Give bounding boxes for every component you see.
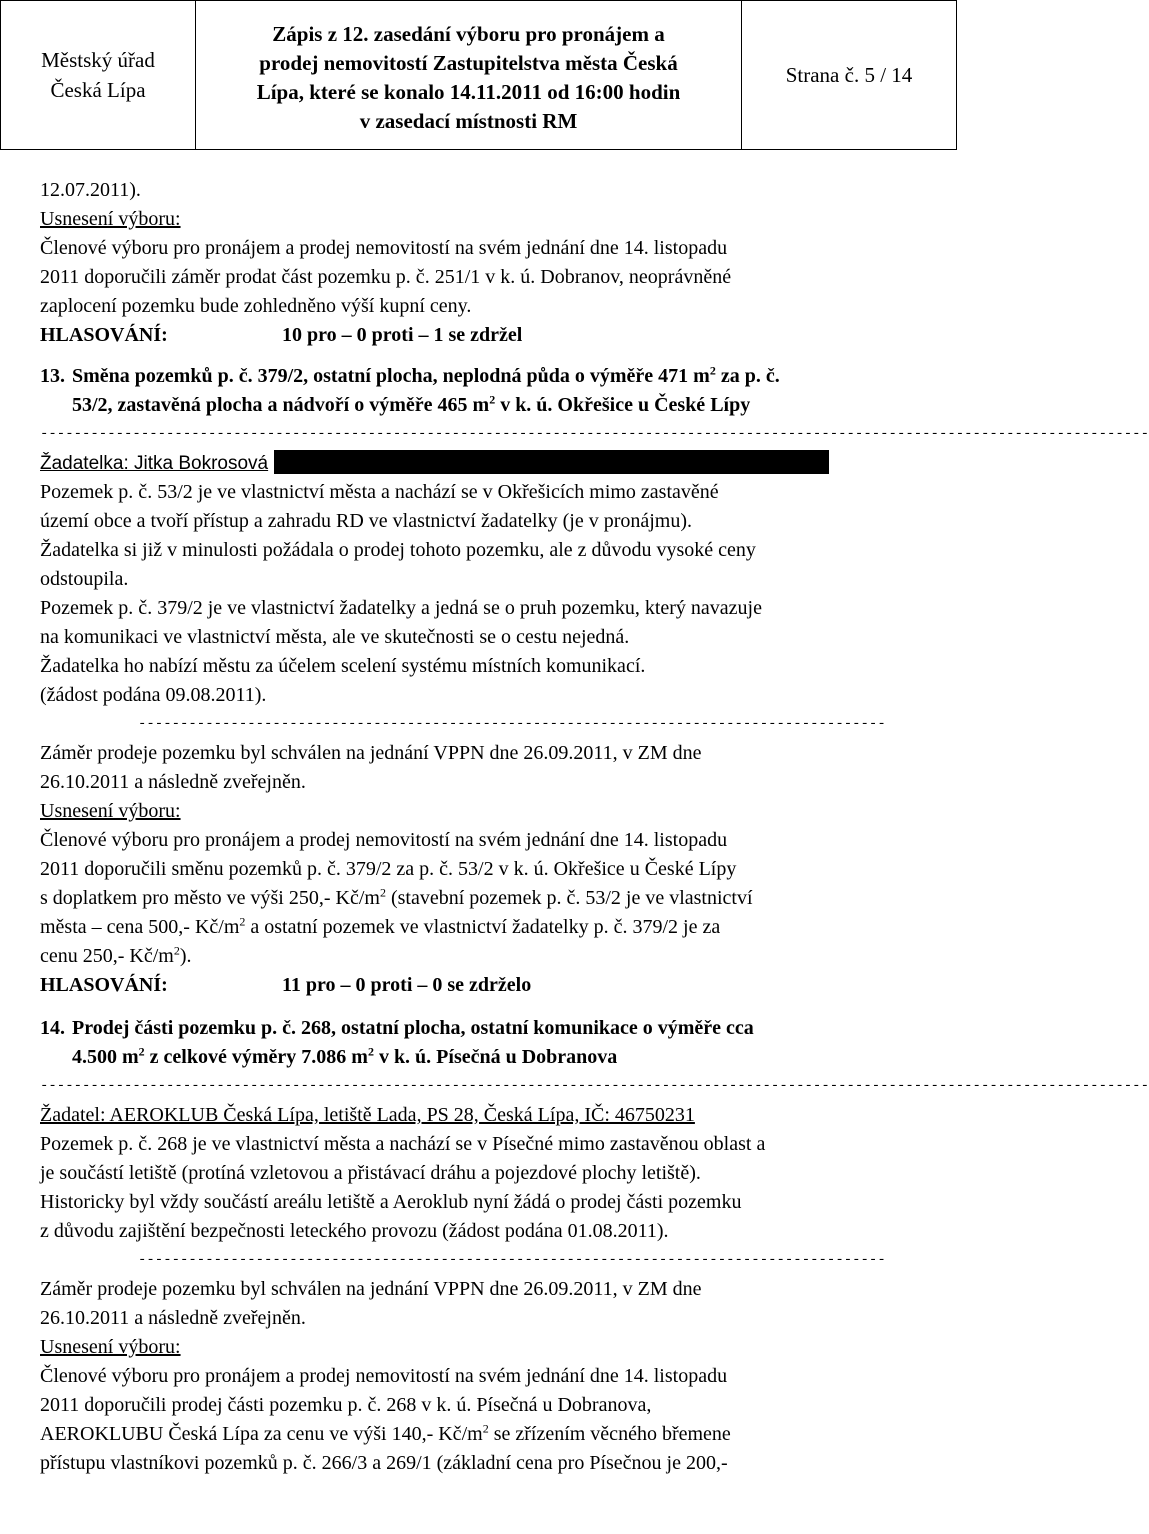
item-title-text: Směna pozemků p. č. 379/2, ostatní plocha, neplodná půda o výměře 471 m <box>72 365 710 387</box>
item-title-text: v k. ú. Písečná u Dobranova <box>373 1046 618 1068</box>
document-body <box>40 176 1149 1478</box>
item-14-title-line-1 <box>40 1014 955 1043</box>
resolution-text: města – cena 500,- Kč/m <box>40 916 240 938</box>
superscript: 2 <box>239 914 246 929</box>
item-number: 14. <box>40 1017 65 1039</box>
body-line: odstoupila. <box>40 568 129 590</box>
title-line-1: Zápis z 12. zasedání výboru pro pronájem a <box>272 22 665 46</box>
resolution-line: 2011 doporučili směnu pozemků p. č. 379/2 za p. č. 53/2 v k. ú. Okřešice u České Lípy <box>40 858 737 880</box>
resolution-text: (stavební pozemek p. č. 53/2 je ve vlastnictví <box>385 887 753 909</box>
item-title-text: v k. ú. Okřešice u České Lípy <box>495 394 751 416</box>
item-title-text: z celkové výměry 7.086 m <box>144 1046 368 1068</box>
resolution-line: 2011 doporučili prodej části pozemku p. č. 268 v k. ú. Písečná u Dobranova, <box>40 1394 652 1416</box>
resolution-text: AEROKLUBU Česká Lípa za cenu ve výši 140,- Kč/m <box>40 1423 483 1445</box>
office-name <box>1 1 196 149</box>
applicant-row <box>40 1101 955 1130</box>
resolution-label: Usnesení výboru: <box>40 208 181 230</box>
body-line: na komunikaci ve vlastnictví města, ale ve skutečnosti se o cestu nejedná. <box>40 626 630 648</box>
resolution-text: s doplatkem pro město ve výši 250,- Kč/m <box>40 887 380 909</box>
resolution-line: přístupu vlastníkovi pozemků p. č. 266/3 a 269/1 (základní cena pro Písečnou je 200,- <box>40 1452 728 1474</box>
plan-line: 26.10.2011 a následně zveřejněn. <box>40 771 306 793</box>
superscript: 2 <box>367 1044 374 1059</box>
vote-result: 11 pro – 0 proti – 0 se zdrželo <box>282 974 532 996</box>
item-13-title-line-2 <box>40 391 955 420</box>
applicant-row <box>40 449 955 478</box>
body-line: (žádost podána 09.08.2011). <box>40 684 267 706</box>
separator-line: ------------------------------------------------------------------------------------------------------------------------------------ <box>40 1078 1149 1094</box>
body-line: Žadatelka si již v minulosti požádala o prodej tohoto pozemku, ale z důvodu vysoké ceny <box>40 539 756 561</box>
resolution-line: Členové výboru pro pronájem a prodej nemovitostí na svém jednání dne 14. listopadu <box>40 237 728 259</box>
resolution-text: ). <box>179 945 192 967</box>
page-number: Strana č. 5 / 14 <box>785 62 913 87</box>
title-line-4: v zasedací místnosti RM <box>359 109 578 133</box>
item-title-text: za p. č. <box>715 365 780 387</box>
vote-label: HLASOVÁNÍ: <box>40 974 168 996</box>
document-title <box>196 1 742 149</box>
item-title-text: 53/2, zastavěná plocha a nádvoří o výměře 465 m <box>72 394 490 416</box>
body-line: Pozemek p. č. 53/2 je ve vlastnictví města a nachází se v Okřešicích mimo zastavěné <box>40 481 719 503</box>
superscript: 2 <box>379 885 386 900</box>
applicant: Žadatelka: Jitka Bokrosová <box>40 453 269 474</box>
resolution-line: Členové výboru pro pronájem a prodej nemovitostí na svém jednání dne 14. listopadu <box>40 829 728 851</box>
superscript: 2 <box>138 1044 145 1059</box>
body-line: je součástí letiště (protíná vzletovou a přistávací dráhu a pojezdové plochy letiště). <box>40 1162 701 1184</box>
superscript: 2 <box>709 363 716 378</box>
plan-line: Záměr prodeje pozemku byl schválen na jednání VPPN dne 26.09.2011, v ZM dne <box>40 1278 702 1300</box>
resolution-line: Členové výboru pro pronájem a prodej nemovitostí na svém jednání dne 14. listopadu <box>40 1365 728 1387</box>
resolution-text: a ostatní pozemek ve vlastnictví žadatelky p. č. 379/2 je za <box>245 916 721 938</box>
item-title-text: 4.500 m <box>72 1046 139 1068</box>
redaction-bar <box>274 450 829 474</box>
vote-row <box>40 321 955 350</box>
title-line-3: Lípa, které se konalo 14.11.2011 od 16:00 hodin <box>256 80 681 104</box>
office-line-1: Městský úřad <box>41 48 155 72</box>
body-line: z důvodu zajištění bezpečnosti leteckého provozu (žádost podána 01.08.2011). <box>40 1220 669 1242</box>
vote-row <box>40 971 955 1000</box>
body-line: Žadatelka ho nabízí městu za účelem scelení systému místních komunikací. <box>40 655 646 677</box>
item-13-title-line-1 <box>40 362 955 391</box>
vote-result: 10 pro – 0 proti – 1 se zdržel <box>282 324 523 346</box>
continued-text: 12.07.2011). <box>40 179 141 201</box>
resolution-line: zaplocení pozemku bude zohledněno výší kupní ceny. <box>40 295 472 317</box>
superscript: 2 <box>173 943 180 958</box>
resolution-line <box>40 942 955 971</box>
body-line: území obce a tvoří přístup a zahradu RD ve vlastnictví žadatelky (je v pronájmu). <box>40 510 693 532</box>
separator-line-short: ----------------------------------------------------------------------------------------- <box>138 716 886 732</box>
resolution-line <box>40 1420 955 1449</box>
applicant: Žadatel: AEROKLUB Česká Lípa, letiště Lada, PS 28, Česká Lípa, IČ: 46750231 <box>40 1104 695 1126</box>
separator-line: ------------------------------------------------------------------------------------------------------------------------------------ <box>40 426 1149 442</box>
plan-line: 26.10.2011 a následně zveřejněn. <box>40 1307 306 1329</box>
resolution-line <box>40 884 955 913</box>
resolution-label: Usnesení výboru: <box>40 1336 181 1358</box>
resolution-text: se zřízením věcného břemene <box>488 1423 731 1445</box>
body-line: Pozemek p. č. 268 je ve vlastnictví města a nachází se v Písečné mimo zastavěnou oblast a <box>40 1133 766 1155</box>
separator-line-short: ----------------------------------------------------------------------------------------- <box>138 1252 886 1268</box>
title-line-2: prodej nemovitostí Zastupitelstva města Česká <box>259 51 678 75</box>
resolution-label: Usnesení výboru: <box>40 800 181 822</box>
item-14-title-line-2 <box>40 1043 955 1072</box>
resolution-line <box>40 913 955 942</box>
plan-line: Záměr prodeje pozemku byl schválen na jednání VPPN dne 26.09.2011, v ZM dne <box>40 742 702 764</box>
item-number: 13. <box>40 365 65 387</box>
vote-label: HLASOVÁNÍ: <box>40 324 168 346</box>
resolution-line: 2011 doporučili záměr prodat část pozemku p. č. 251/1 v k. ú. Dobranov, neoprávněné <box>40 266 732 288</box>
item-title-text: Prodej části pozemku p. č. 268, ostatní plocha, ostatní komunikace o výměře cca <box>72 1017 754 1039</box>
resolution-text: cenu 250,- Kč/m <box>40 945 174 967</box>
page-header <box>0 0 957 150</box>
body-line: Pozemek p. č. 379/2 je ve vlastnictví žadatelky a jedná se o pruh pozemku, který navazuje <box>40 597 762 619</box>
superscript: 2 <box>482 1421 489 1436</box>
body-line: Historicky byl vždy součástí areálu letiště a Aeroklub nyní žádá o prodej části pozemku <box>40 1191 742 1213</box>
superscript: 2 <box>489 392 496 407</box>
office-line-2: Česká Lípa <box>50 78 146 102</box>
